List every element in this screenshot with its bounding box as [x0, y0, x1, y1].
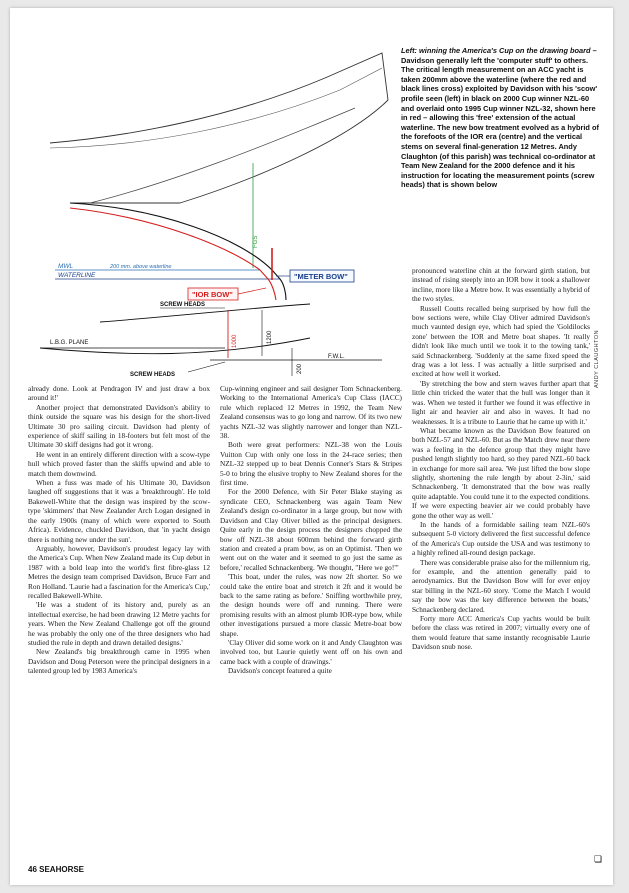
magazine-page: [10, 8, 613, 885]
ior-bow-label: "IOR BOW": [192, 290, 233, 299]
paragraph: Russell Coutts recalled being surprised by how full the bow sections were, while Clay Oliver admired Davidson's much vaunted design eye, which had spied the 'Goldilocks zone' between the IOR and Metre boat shapes. 'It really didn't look like much until we took it to the towing tank,' said Schnackenberg. 'Suddenly at the same fixed speed the drag was a lot less. I was actually a little surprised and excited at how well it worked.: [412, 303, 590, 379]
paragraph: He went in an entirely different direction with a scow-type hull which proved faster than the skiffs upwind and able to match them downwind.: [28, 449, 210, 478]
text-column-3: [412, 266, 590, 652]
mwl-note: 200 mm. above waterline: [110, 264, 172, 270]
paragraph: pronounced waterline chin at the forward girth station, but instead of rising steeply into an IOR bow it took a shallower incline, more like a Metre bow. It was essentially a hybrid of the two styles.: [412, 266, 590, 304]
paragraph: When a fuss was made of his Ultimate 30, Davidson laughed off suggestions that it was a 'breakthrough'. He told Bakewell-White that the design was inspired by the scow-type 'skimmers' that New Zealander Arch Logan designed in the early 1900s (many of which were exported to South Africa). Evidence, chuckled Davidson, that 'in yacht design there is nothing new under the sun'.: [28, 478, 210, 544]
red-bow-profile: [70, 208, 276, 300]
figure-caption: [401, 46, 601, 190]
screw-heads-bottom-arrow: [188, 362, 225, 372]
end-mark: ❏: [594, 855, 603, 865]
paragraph: 'He was a student of its history and, purely as an intellectual exercise, he had been drawing 12 Metre yachts for years. When the New Zealand Challenge got off the ground he was probably the only one of the three designers who had studied the rule in depth and drawn detailed designs.': [28, 600, 210, 647]
paragraph: Another project that demonstrated Davidson's ability to think outside the square was his design for the short-lived Ultimate 30 pro sailing circuit. Davidson had plenty of experience of skiff sailing in 18-footers but felt most of the Ultimate 30 skiff designs had got it wrong.: [28, 402, 210, 450]
hull-outline: [50, 53, 388, 203]
hull-inner-line: [50, 68, 382, 148]
paragraph: Davidson's concept featured a quite: [228, 666, 332, 676]
waterline-label: WATERLINE: [58, 272, 96, 279]
paragraph: 'This boat, under the rules, was now 2ft shorter. So we could take the entire boat and stretch it 2ft and it would be back to the same rating as before.' Sniffing worthwhile prey, the design hounds were off and running. There were promising results with an almost plumb IOR-type bow, while other investigations pursued a more classic Metre-boat bow shape.: [220, 572, 402, 638]
fgs-label: FGS: [253, 235, 259, 248]
meter-bow-label: "METER BOW": [294, 272, 348, 281]
paragraph: already done. Look at Pendragon IV and just draw a box around it!': [28, 384, 210, 403]
black-bow-profile: [70, 203, 286, 300]
caption-lead: Left: winning the America's Cup on the drawing board –: [401, 46, 597, 55]
dim-1000-label: 1000: [232, 334, 238, 348]
paragraph: What became known as the Davidson Bow featured on both NZL-57 and NZL-60. But as the Match drew near there was a feeling in the defence group that they might have pushed length slightly too hard, so they pared NZL-60 back in exchange for more sail area. 'We just lifted the bow slope slightly, shortening the rule length by about 2-3in,' said Schnackenberg. 'It demonstrated that the bow was really quite adaptable. You could tune it to the expected conditions. If we were expecting heavier air we could probably have gone the other way as well.': [412, 425, 590, 520]
text-column-2: [220, 384, 402, 676]
mwl-label: MWL: [58, 263, 74, 270]
screw-heads-top-label: SCREW HEADS: [160, 302, 206, 308]
paragraph: Both were great performers: NZL-38 won the Louis Vuitton Cup with only one loss in the 24-race series; then NZL-32 stepped up to beat Dennis Conner's Stars & Stripes 5-0 to bring the elusive trophy to New Zealand shores for the first time.: [220, 440, 402, 488]
dim-200-label: 200: [297, 363, 303, 374]
paragraph: There was considerable praise also for the millennium rig, for example, and the attention generally paid to aerodynamics. But the Davidson Bow will for ever enjoy star billing in the NZL-60 story. 'Come the Match I would say the bow was the key difference between the boats,' Schnackenberg declared.: [412, 557, 591, 614]
paragraph: Cup-winning engineer and sail designer Tom Schnackenberg. Working to the International America's Cup Class (IACC) rule which replaced 12 Metres in 1992, the Team New Zealand consensus was to go long and narrow. Of its two new yachts NZL-32 was slightly narrower and longer than NZL-38.: [220, 384, 402, 441]
text-column-1: [28, 384, 210, 676]
caption-body: Davidson generally left the 'computer stuff' to others. The critical length measurement on an ACC yacht is taken 200mm above the waterline (where the red and black lines cross) exploited by Davidson with his 'scow' profile seen (left) in black on 2000 Cup winner NZL-60 and overlaid onto 1995 Cup winner NZL-32, shown here in red – allowing this 'free' extension of the actual waterline. The new bow treatment evolved as a hybrid of the forefoots of the IOR era (centre) and the vertical stems on several final-generation 12 Metres. Andy Claughton (of this parish) was technical co-ordinator at Team New Zealand for the 2000 defence and it his instruction for locating the measurement points (screw heads) that is shown below: [401, 55, 599, 190]
paragraph: For the 2000 Defence, with Sir Peter Blake staying as syndicate CEO, Schnackenberg was again Team New Zealand's design co-ordinator in a large group, but now with Davidson and Clay Oliver billed as the principal designers. Quite early in the design process the designers chopped the bow off NZL-38 about 600mm behind the forward girth station and created a pram bow, as on an Optimist. 'Then we went out on the water and it seemed to go just the same as before,' recalled Schnackenberg. 'We thought, "Here we go!"': [220, 487, 402, 572]
paragraph: 'By stretching the bow and stern waves further apart that little chin tricked the water that the hull was longer than it was. When we tested it further we found it was effective in light air and heavier air and also in waves. It had no weaknesses. It is a tribute to Laurie that he came up with it.': [412, 378, 590, 426]
paragraph: Forty more ACC America's Cup yachts would be built before the class was retired in 2007; virtually every one of them would feature that same instantly recognisable Laurie Davidson snub nose.: [412, 614, 590, 652]
screw-heads-bottom-label: SCREW HEADS: [130, 372, 176, 378]
bow-profile-drawing: [10, 8, 400, 380]
photo-credit: ANDY CLAUGHTON: [594, 329, 600, 388]
page-folio: 46 SEAHORSE: [28, 865, 85, 874]
lbg-plane-label: L.B.G. PLANE: [50, 340, 89, 346]
fwl-label: F.W.L.: [328, 354, 345, 360]
dim-1200-label: 1200: [267, 330, 273, 344]
paragraph: 'Clay Oliver did some work on it and Andy Claughton was involved too, but Laurie quietly went off on his own and came back with a couple of drawings.': [220, 637, 402, 666]
paragraph: In the hands of a formidable sailing team NZL-60's subsequent 5-0 victory delivered the first successful defence of the America's Cup outside the USA and was testimony to a highly refined all-round design package.: [412, 519, 590, 558]
paragraph: New Zealand's big breakthrough came in 1995 when Davidson and Doug Peterson were the principal designers in a talented group led by 1983 America's: [28, 647, 210, 676]
paragraph: Arguably, however, Davidson's proudest legacy lay with the America's Cup. When New Zealand made its Cup debut in 1987 with a bold leap into the world's first fibre-glass 12 Metres the design team comprised Davidson, Bruce Farr and Ron Holland. 'Laurie had a fascination for the America's Cup,' recalled Bakewell-White.: [28, 543, 210, 600]
ior-bow-pointer: [238, 288, 266, 294]
